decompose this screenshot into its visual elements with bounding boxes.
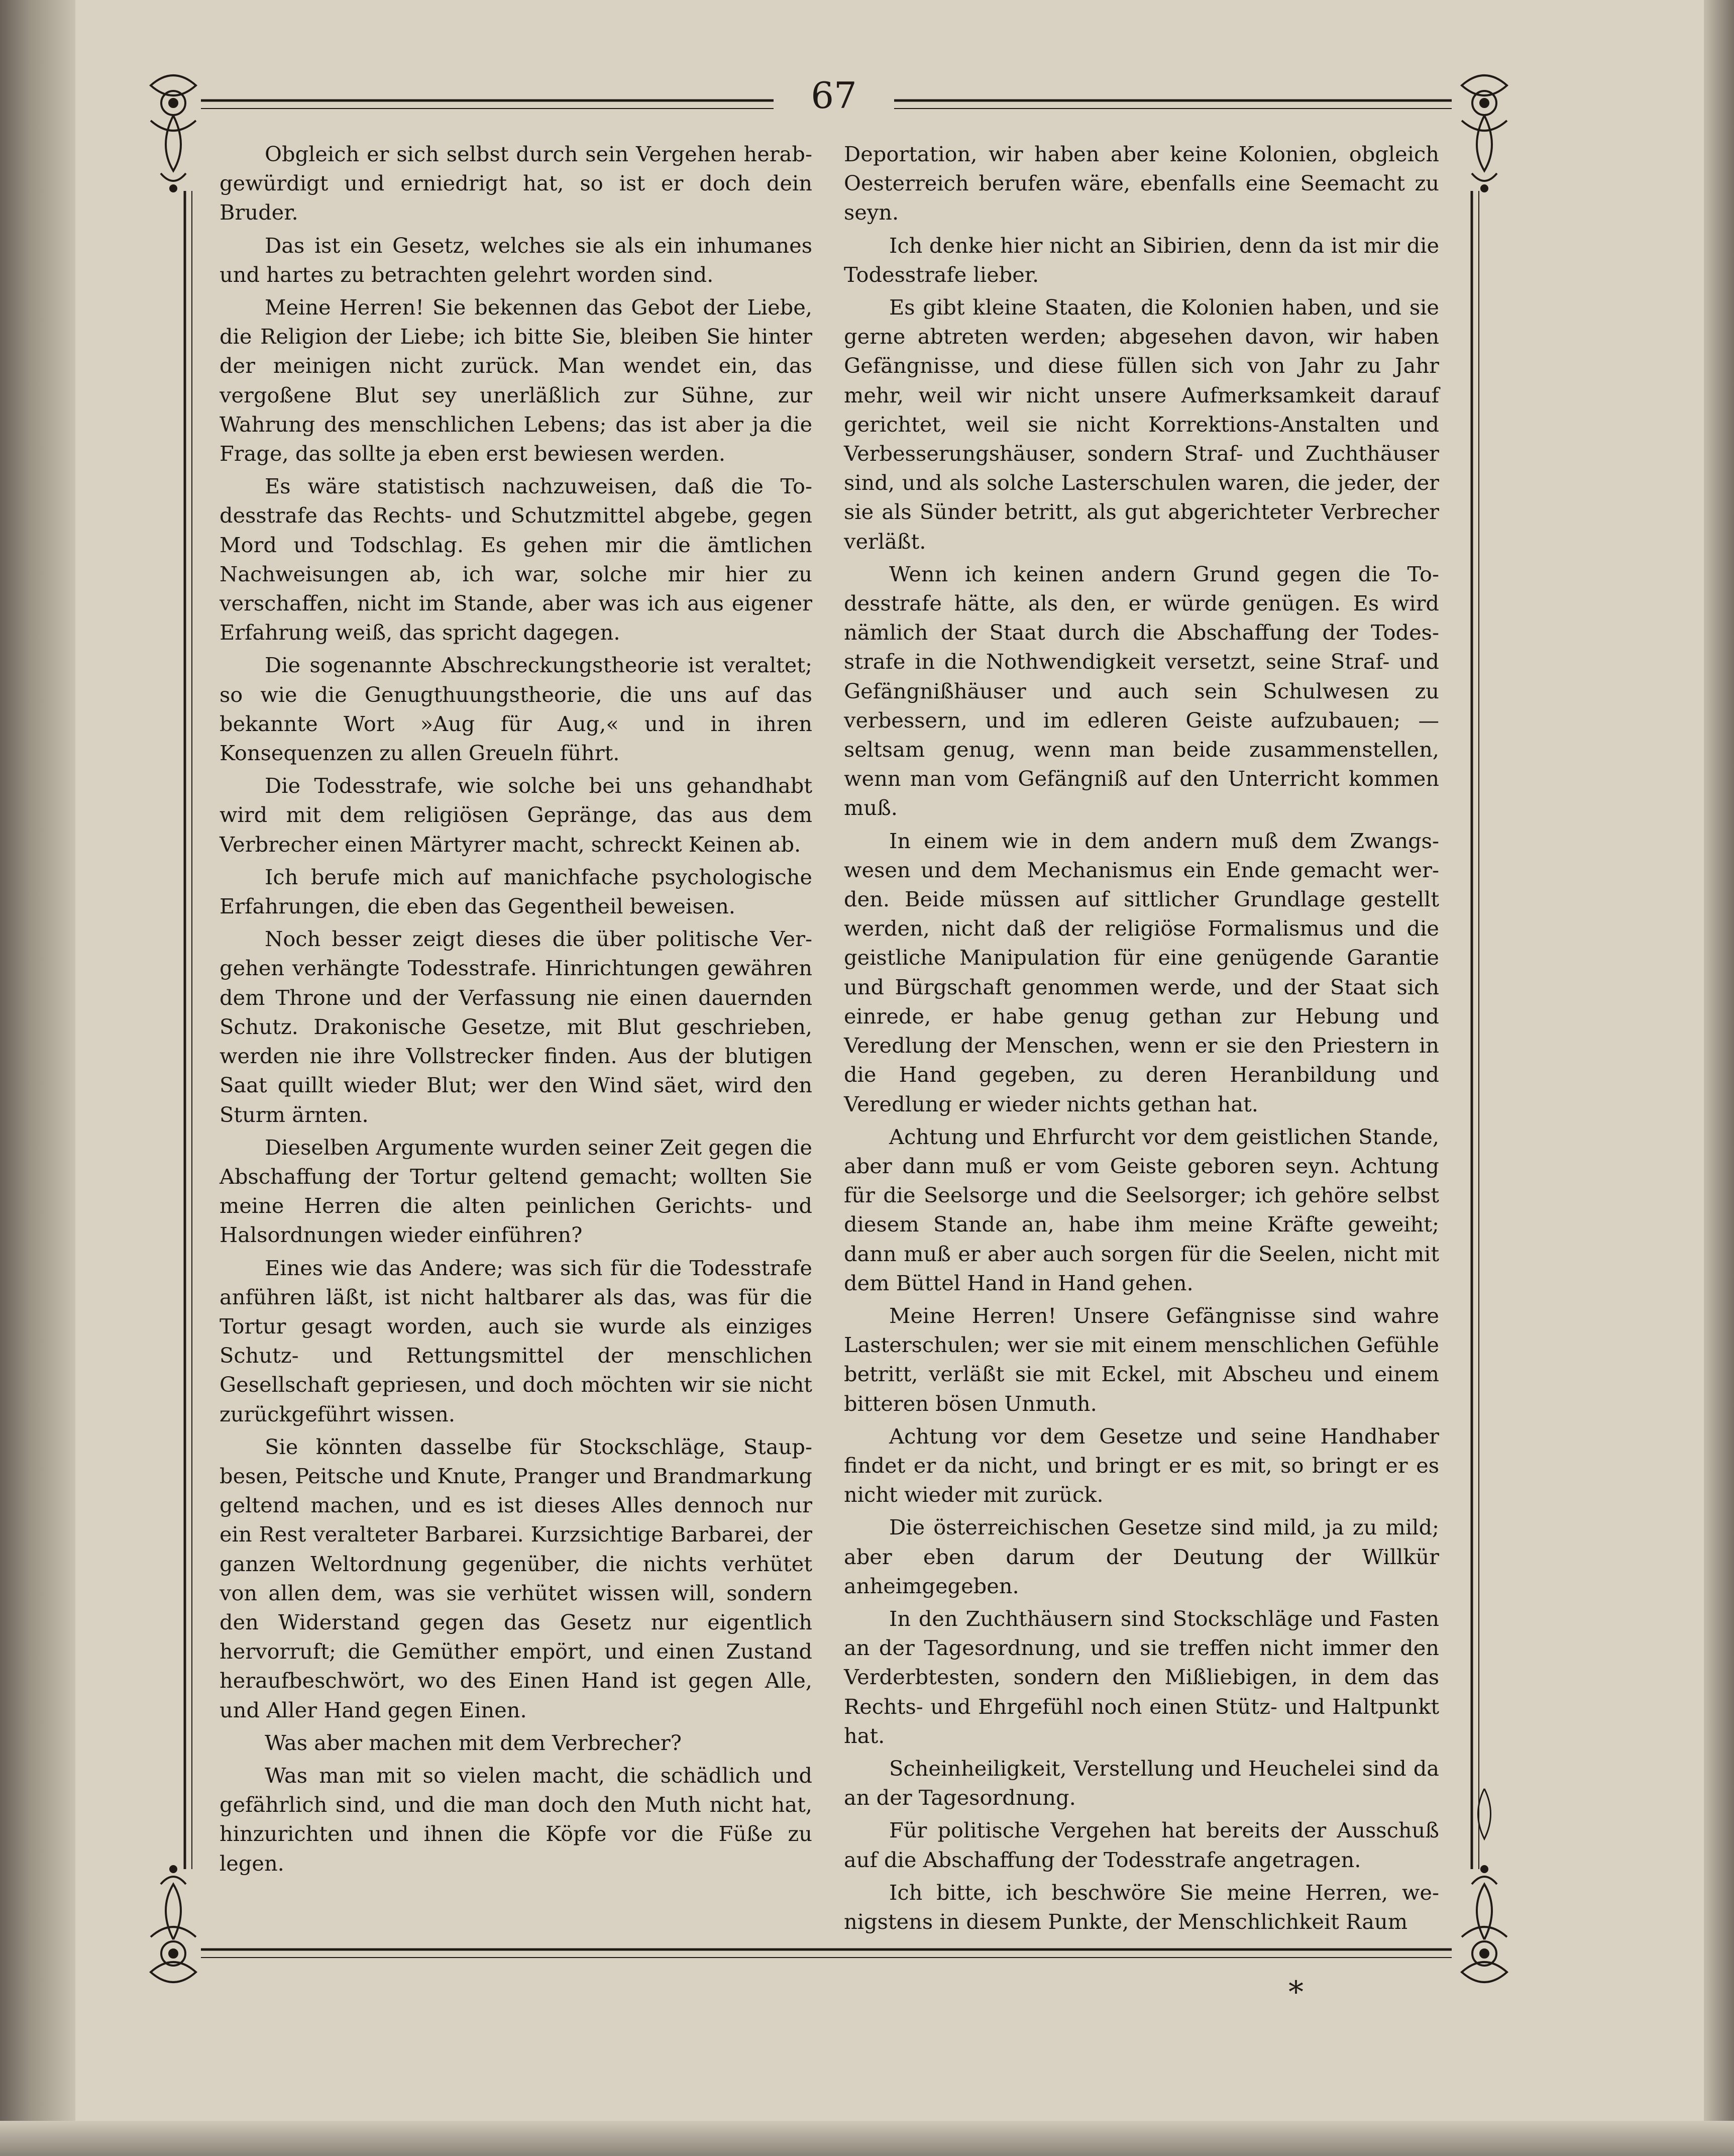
paragraph: Noch besser zeigt dieses die über politische Vergehen verhängte Todesstrafe. Hinrichtungen gewähren dem Throne und der Verfassung nie einen dauernden Schutz. Drakonische Gesetze, mit Blut geschrieben, werden nie ihre Vollstrecker finden. Aus der blutigen Saat quillt wieder Blut; wer den Wind säet, wird den Sturm ärnten. <box>220 927 812 1127</box>
paragraph: Für politische Vergehen hat bereits der Ausschuß auf die Abschaffung der Todesstrafe angetragen. <box>844 1818 1439 1872</box>
page-number: 67 <box>811 74 857 117</box>
paragraph: Ich berufe mich auf manichfache psychologische Erfahrungen, die eben das Gegentheil beweisen. <box>220 864 812 919</box>
paragraph: Ich denke hier nicht an Sibirien, denn da ist mir die Todesstrafe lieber. <box>844 233 1439 287</box>
paragraph: Die Todesstrafe, wie solche bei uns gehandhabt wird mit dem religiösen Gepränge, das aus dem Verbrecher einen Märtyrer macht, schreckt Keinen ab. <box>220 773 812 857</box>
paragraph: Es gibt kleine Staaten, die Kolonien haben, und sie gerne abtreten werden; abgesehen davon, wir haben Gefängnisse, und diese füllen sich von Jahr zu Jahr mehr, weil wir nicht unsere Aufmerksamkeit darauf gerichtet, weil sie nicht Korrektions-Anstalten und Verbesserungshäuser, sondern Straf- und Zuchthäuser sind, und als solche Lasterschulen waren, die jeder, der sie als Sünder betritt, als gut abgerichteter Verbrecher verläßt. <box>844 295 1439 554</box>
side-ornament-right <box>1478 1789 1491 1839</box>
corner-ornament-top-left <box>151 75 196 191</box>
paragraph: Das ist ein Gesetz, welches sie als ein inhumanes und hartes zu betrachten gelehrt worden sind. <box>220 233 812 287</box>
paragraph: Meine Herren! Sie bekennen das Gebot der Liebe, die Religion der Liebe; ich bitte Sie, bleiben Sie hinter der meinigen nicht zurück. Man wendet ein, das vergoßene Blut sey unerläßlich zur Sühne, zur Wahrung des menschlichen Lebens; das ist aber ja die Frage, das sollte ja eben erst bewiesen werden. <box>220 295 812 466</box>
corner-ornament-bottom-right <box>1462 1866 1507 1982</box>
paragraph: Sie könnten dasselbe für Stockschläge, Staupbesen, Peitsche und Knute, Pranger und Brandmarkung geltend machen, und es ist dieses Alles dennoch nur ein Rest veralteter Barbarei. Kurzsichtige Barbarei, der ganzen Weltordnung gegenüber, die nichts verhütet von allen dem, was sie verhütet wissen will, sondern den Widerstand gegen das Gesetz nur eigentlich hervorruft; die Gemüther empört, und einen Zustand heraufbeschwört, wo des Einen Hand ist gegen Alle, und Aller Hand gegen Einen. <box>220 1434 812 1722</box>
paragraph: In einem wie in dem andern muß dem Zwangswesen und dem Mechanismus ein Ende gemacht werden. Beide müssen auf sittlicher Grundlage gestellt werden, nicht daß der religiöse Formalismus und die geistliche Manipulation für eine genügende Garantie und Bürgschaft genommen werde, und der Staat sich einrede, er habe genug gethan zur Hebung und Veredlung der Menschen, wenn er sie den Priestern in die Hand gegeben, zu deren Heranbildung und Veredlung er wieder nichts gethan hat. <box>844 828 1439 1116</box>
paragraph: Achtung vor dem Gesetze und seine Handhaber findet er da nicht, und bringt er es mit, so bringt er es nicht wieder mit zurück. <box>844 1423 1439 1507</box>
signature-mark: * <box>1288 1975 1304 2010</box>
paragraph: Was aber machen mit dem Verbrecher? <box>265 1730 682 1755</box>
paragraph: Achtung und Ehrfurcht vor dem geistlichen Stande, aber dann muß er vom Geiste geboren seyn. Achtung für die Seelsorge und die Seelsorger; ich gehöre selbst diesem Stande an, habe ihm meine Kräfte geweiht; dann muß er aber auch sorgen für die Seelen, nicht mit dem Büttel Hand in Hand gehen. <box>844 1124 1439 1295</box>
paragraph: Was man mit so vielen macht, die schädlich und gefährlich sind, und die man doch den Muth nicht hat, hinzurichten und ihnen die Köpfe vor die Füße zu legen. <box>220 1763 812 1876</box>
paragraph: Ich bitte, ich beschwöre Sie meine Herren, wenigstens in diesem Punkte, der Menschlichkeit Raum <box>844 1880 1439 1934</box>
text-column-left <box>220 140 812 1882</box>
paragraph: In den Zuchthäusern sind Stockschläge und Fasten an der Tagesordnung, und sie treffen nicht immer den Verderbtesten, sondern den Mißliebigen, in dem das Rechts- und Ehrgefühl noch einen Stütz- und Haltpunkt hat. <box>844 1606 1439 1748</box>
paragraph: Meine Herren! Unsere Gefängnisse sind wahre Lasterschulen; wer sie mit einem menschlichen Gefühle betritt, verläßt sie mit Eckel, mit Abscheu und einem bitteren bösen Unmuth. <box>844 1303 1439 1416</box>
paragraph: Eines wie das Andere; was sich für die Todesstrafe anführen läßt, ist nicht haltbarer als das, was für die Tortur gesagt worden, auch sie wurde als einziges Schutz- und Rettungsmittel der menschlichen Gesellschaft gepriesen, und doch möchten wir sie nicht zurückgeführt wissen. <box>220 1255 812 1426</box>
paragraph: Es wäre statistisch nachzuweisen, daß die Todesstrafe das Rechts- und Schutzmittel abgebe, gegen Mord und Todschlag. Es gehen mir die ämtlichen Nachweisungen ab, ich war, solche mir hier zu verschaffen, nicht im Stande, aber was ich aus eigener Erfahrung weiß, das spricht dagegen. <box>220 474 812 645</box>
paragraph: Deportation, wir haben aber keine Kolonien, obgleich Oesterreich berufen wäre, ebenfalls eine Seemacht zu seyn. <box>844 142 1439 225</box>
corner-ornament-top-right <box>1462 75 1507 191</box>
paragraph: Dieselben Argumente wurden seiner Zeit gegen die Abschaffung der Tortur geltend gemacht; wollten Sie meine Herren die alten peinlichen Gerichts- und Halsordnungen wieder einführen? <box>220 1135 812 1248</box>
text-column-right <box>844 140 1439 1940</box>
paragraph: Obgleich er sich selbst durch sein Vergehen herabgewürdigt und erniedrigt hat, so ist er doch dein Bruder. <box>220 142 812 225</box>
paragraph: Scheinheiligkeit, Verstellung und Heuchelei sind da an der Tagesordnung. <box>844 1756 1439 1810</box>
paragraph: Die sogenannte Abschreckungstheorie ist veraltet; so wie die Genugthuungstheorie, die uns auf das bekannte Wort »Aug für Aug,« und in ihren Konsequenzen zu allen Greueln führt. <box>220 653 812 766</box>
corner-ornament-bottom-left <box>151 1866 196 1982</box>
paragraph: Die österreichischen Gesetze sind mild, ja zu mild; aber eben darum der Deutung der Willkür anheimgegeben. <box>844 1515 1439 1598</box>
paragraph: Wenn ich keinen andern Grund gegen die Todesstrafe hätte, als den, er würde genügen. Es wird nämlich der Staat durch die Abschaffung der Todesstrafe in die Nothwendigkeit versetzt, seine Straf- und Gefängnißhäuser und auch sein Schulwesen zu verbessern, und im edleren Geiste aufzubauen; — seltsam genug, wenn man beide zusammenstellen, wenn man vom Gefängniß auf den Unterricht kommen muß. <box>844 561 1439 820</box>
